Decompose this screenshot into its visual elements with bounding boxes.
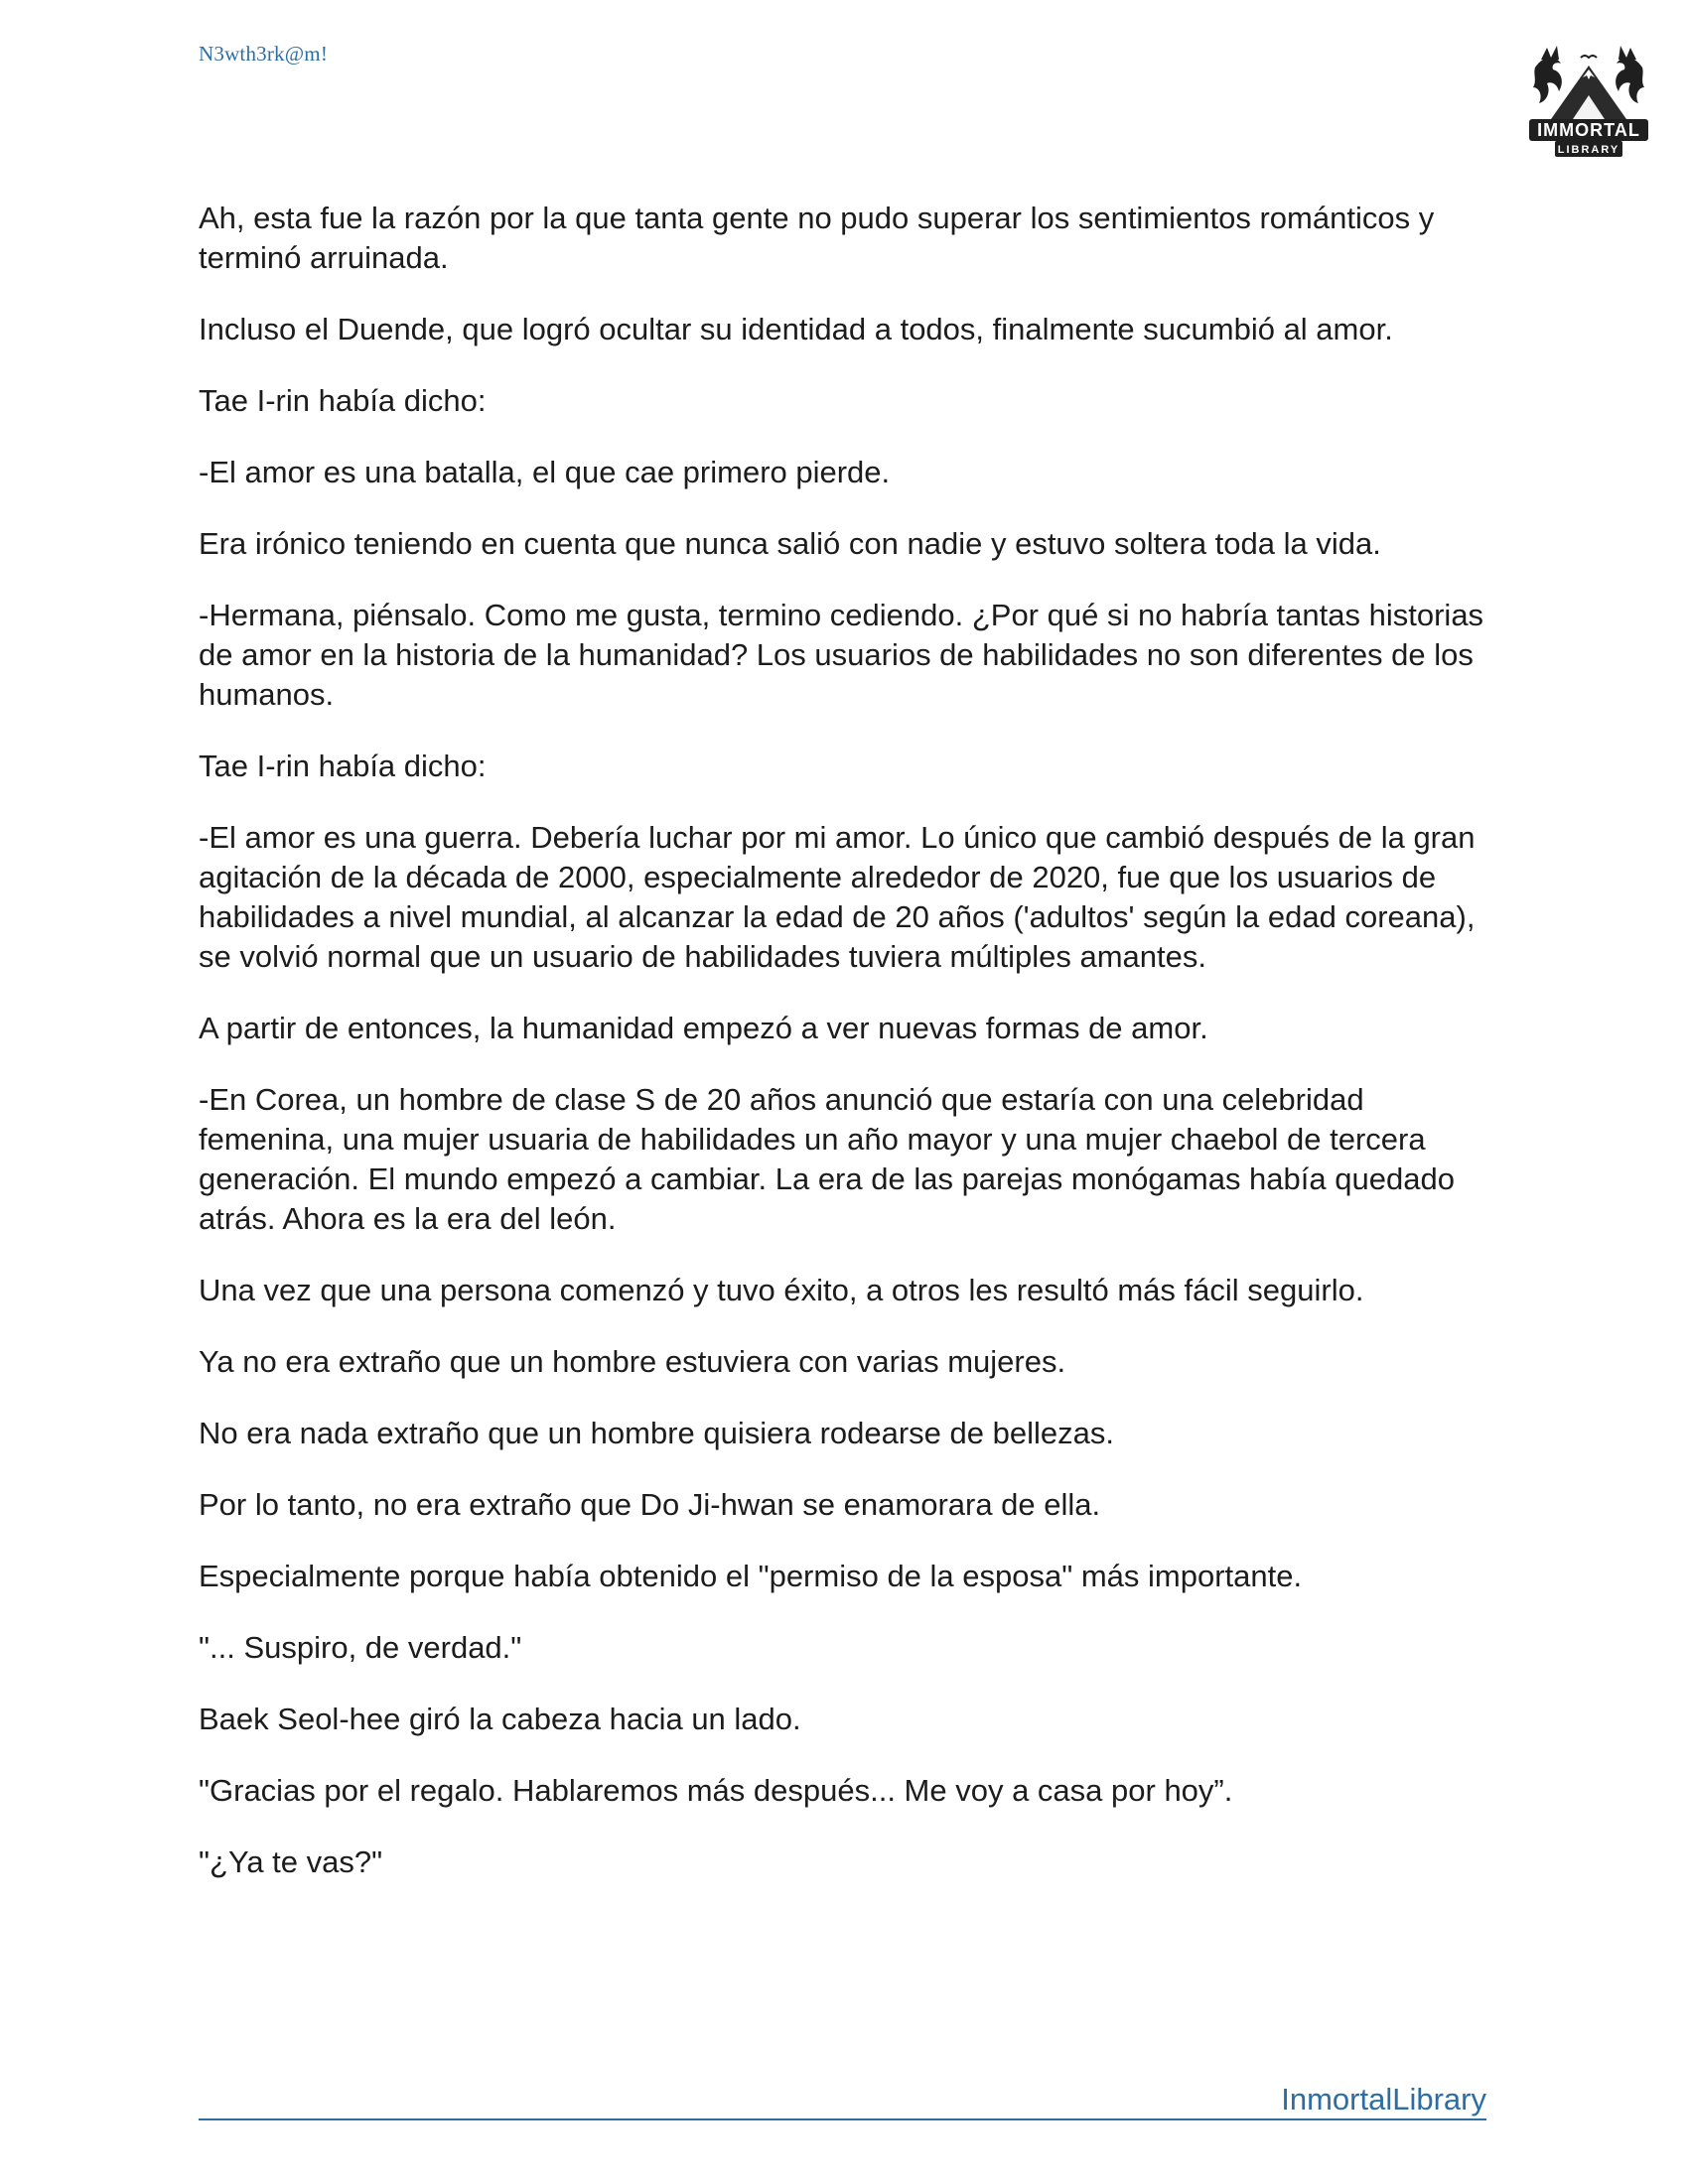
paragraph: A partir de entonces, la humanidad empezó a ver nuevas formas de amor. [199, 1011, 1208, 1045]
paragraph: Una vez que una persona comenzó y tuvo éxito, a otros les resultó más fácil seguirlo. [199, 1273, 1364, 1307]
paragraph: Era irónico teniendo en cuenta que nunca salió con nadie y estuvo soltera toda la vida. [199, 526, 1381, 561]
paragraph: -El amor es una batalla, el que cae primero pierde. [199, 455, 891, 489]
paragraph: Baek Seol-hee giró la cabeza hacia un lado. [199, 1702, 801, 1736]
document-body [199, 199, 1499, 1914]
footer-divider [199, 2118, 1486, 2120]
paragraph: Tae I-rin había dicho: [199, 749, 487, 783]
dragon-emblem-icon [1521, 38, 1656, 161]
paragraph: Ya no era extraño que un hombre estuviera con varias mujeres. [199, 1344, 1066, 1379]
paragraph: "Gracias por el regalo. Hablaremos más después... Me voy a casa por hoy”. [199, 1773, 1233, 1808]
footer-library-link[interactable]: InmortalLibrary [1281, 2082, 1486, 2116]
header-watermark: N3wth3rk@m! [199, 42, 329, 66]
logo-line2: LIBRARY [1557, 144, 1620, 156]
paragraph: Por lo tanto, no era extraño que Do Ji-hwan se enamorara de ella. [199, 1487, 1101, 1522]
paragraph: "... Suspiro, de verdad." [199, 1630, 522, 1665]
paragraph: Tae I-rin había dicho: [199, 383, 487, 418]
logo-line1: IMMORTAL [1537, 120, 1640, 140]
paragraph: No era nada extraño que un hombre quisiera rodearse de bellezas. [199, 1416, 1114, 1450]
paragraph: -En Corea, un hombre de clase S de 20 años anunció que estaría con una celebridad femenina, una mujer usuaria de habilidades un año mayor y una mujer chaebol de tercera generación. El mundo empezó a cambiar. La era de las parejas monógamas había quedado atrás. Ahora es la era del león. [199, 1082, 1455, 1236]
paragraph: Incluso el Duende, que logró ocultar su identidad a todos, finalmente sucumbió al amor. [199, 312, 1393, 346]
paragraph: "¿Ya te vas?" [199, 1844, 383, 1879]
paragraph: -El amor es una guerra. Debería luchar por mi amor. Lo único que cambió después de la gran agitación de la década de 2000, especialmente alrededor de 2020, fue que los usuarios de habilidades a nivel mundial, al alcanzar la edad de 20 años ('adultos' según la edad coreana), se volvió normal que un usuario de habilidades tuviera múltiples amantes. [199, 820, 1476, 974]
paragraph: -Hermana, piénsalo. Como me gusta, termino cediendo. ¿Por qué si no habría tantas historias de amor en la historia de la humanidad? Los usuarios de habilidades no son diferentes de los humanos. [199, 598, 1484, 712]
paragraph: Especialmente porque había obtenido el "permiso de la esposa" más importante. [199, 1559, 1303, 1593]
paragraph: Ah, esta fue la razón por la que tanta gente no pudo superar los sentimientos románticos y terminó arruinada. [199, 201, 1435, 275]
immortal-library-logo [1521, 38, 1656, 161]
